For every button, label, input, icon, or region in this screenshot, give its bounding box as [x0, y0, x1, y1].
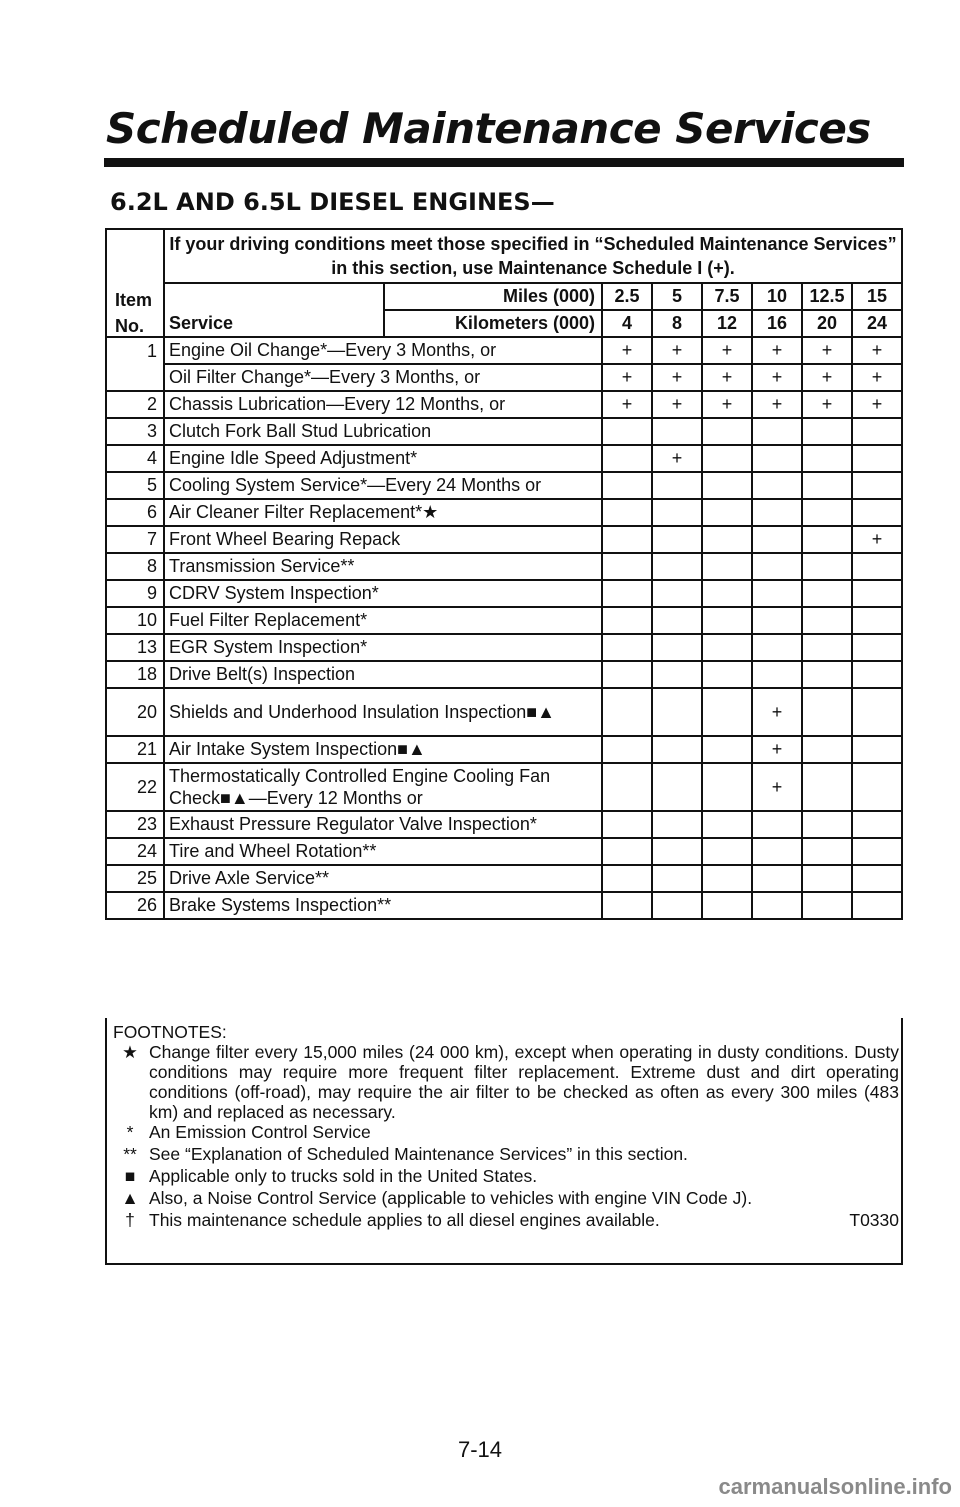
- interval-mark: [602, 763, 652, 811]
- interval-mark: [602, 688, 652, 736]
- interval-mark: [802, 634, 852, 661]
- star-icon: ★: [122, 1042, 138, 1062]
- interval-mark: [852, 553, 902, 580]
- item-number: 20: [106, 688, 164, 736]
- interval-mark: [702, 892, 752, 919]
- interval-mark: [752, 661, 802, 688]
- header-rule: [104, 158, 904, 167]
- service-name: Drive Belt(s) Inspection: [164, 661, 602, 688]
- square-icon: ■: [124, 1166, 136, 1186]
- interval-mark: [702, 688, 752, 736]
- footnote-text: An Emission Control Service: [149, 1122, 371, 1142]
- interval-mark: [852, 472, 902, 499]
- interval-mark: [602, 607, 652, 634]
- interval-mark: [652, 418, 702, 445]
- interval-mark: [802, 499, 852, 526]
- item-number: 3: [106, 418, 164, 445]
- interval-mark: +: [602, 391, 652, 418]
- interval-mark: [802, 865, 852, 892]
- item-number: 24: [106, 838, 164, 865]
- interval-mark: [652, 763, 702, 811]
- item-number: 1: [106, 337, 164, 364]
- item-number: 22: [106, 763, 164, 811]
- interval-mark: [602, 865, 652, 892]
- table-code: T0330: [849, 1210, 899, 1230]
- interval-mark: [652, 526, 702, 553]
- schedule-banner: If your driving conditions meet those specified in “Scheduled Maintenance Services” in this section, use Maintenance Schedule I (+).: [164, 229, 902, 283]
- interval-mark: [852, 661, 902, 688]
- service-name: Drive Axle Service**: [164, 865, 602, 892]
- interval-mark: [752, 445, 802, 472]
- interval-mark: [652, 472, 702, 499]
- interval-mark: [802, 811, 852, 838]
- interval-mark: [802, 418, 852, 445]
- service-name: Front Wheel Bearing Repack: [164, 526, 602, 553]
- interval-mark: [652, 892, 702, 919]
- service-name: Fuel Filter Replacement*: [164, 607, 602, 634]
- interval-mark: [802, 736, 852, 763]
- footnote-text: Change filter every 15,000 miles (24 000 km), except when operating in dusty conditions. Dusty conditions may require more frequent filter replacement. Extreme dust and dirt operating conditions (off-road), may require the air filter to be checked as often as every 300 miles (483 km) and replaced as necessary.: [149, 1042, 899, 1122]
- interval-mark: +: [702, 337, 752, 364]
- interval-mark: [652, 811, 702, 838]
- interval-mark: [602, 838, 652, 865]
- interval-mark: [602, 499, 652, 526]
- interval-mark: [752, 838, 802, 865]
- interval-mark: [752, 811, 802, 838]
- interval-mark: [852, 811, 902, 838]
- interval-mark: [602, 736, 652, 763]
- interval-mark: [702, 865, 752, 892]
- interval-mark: [752, 865, 802, 892]
- interval-mark: +: [852, 337, 902, 364]
- interval-mark: [802, 553, 852, 580]
- service-name: EGR System Inspection*: [164, 634, 602, 661]
- interval-mark: [702, 661, 752, 688]
- table-row: [106, 688, 902, 736]
- miles-header-row: [106, 283, 902, 310]
- interval-mark: [852, 499, 902, 526]
- item-header-bottom: No.: [106, 310, 164, 337]
- interval-mark: +: [752, 688, 802, 736]
- miles-value: 7.5: [702, 283, 752, 310]
- footnote-text: This maintenance schedule applies to all diesel engines available.: [149, 1210, 660, 1230]
- interval-mark: [602, 580, 652, 607]
- interval-mark: [702, 634, 752, 661]
- interval-mark: [852, 892, 902, 919]
- interval-mark: [852, 736, 902, 763]
- miles-value: 10: [752, 283, 802, 310]
- item-number: 6: [106, 499, 164, 526]
- item-number: 26: [106, 892, 164, 919]
- item-number: 18: [106, 661, 164, 688]
- interval-mark: [652, 607, 702, 634]
- table-row: [106, 418, 902, 445]
- interval-mark: [652, 688, 702, 736]
- interval-mark: [802, 688, 852, 736]
- interval-mark: [852, 688, 902, 736]
- service-name: Clutch Fork Ball Stud Lubrication: [164, 418, 602, 445]
- triangle-icon: ▲: [121, 1188, 139, 1208]
- miles-value: 2.5: [602, 283, 652, 310]
- interval-mark: [652, 736, 702, 763]
- interval-mark: [752, 553, 802, 580]
- interval-mark: [652, 865, 702, 892]
- km-header-row: [106, 310, 902, 337]
- footnotes-box: [105, 1018, 903, 1265]
- service-name: Engine Idle Speed Adjustment*: [164, 445, 602, 472]
- interval-mark: +: [852, 391, 902, 418]
- item-number: 8: [106, 553, 164, 580]
- table-row: [106, 838, 902, 865]
- footnote-double-asterisk: [119, 1144, 899, 1164]
- interval-mark: +: [702, 364, 752, 391]
- item-number: 21: [106, 736, 164, 763]
- miles-value: 5: [652, 283, 702, 310]
- km-value: 24: [852, 310, 902, 337]
- service-name: Tire and Wheel Rotation**: [164, 838, 602, 865]
- service-name: Air Cleaner Filter Replacement*★: [164, 499, 602, 526]
- item-number: [106, 364, 164, 391]
- item-header-top: Item: [106, 283, 164, 310]
- item-number: 7: [106, 526, 164, 553]
- page-header-title: Scheduled Maintenance Services: [106, 104, 871, 153]
- footnote-asterisk: [119, 1122, 899, 1142]
- km-value: 12: [702, 310, 752, 337]
- interval-mark: [802, 763, 852, 811]
- interval-mark: [602, 661, 652, 688]
- interval-mark: +: [652, 364, 702, 391]
- service-name: Engine Oil Change*—Every 3 Months, or: [164, 337, 602, 364]
- table-row: [106, 580, 902, 607]
- interval-mark: [852, 607, 902, 634]
- service-name: Transmission Service**: [164, 553, 602, 580]
- interval-mark: [652, 553, 702, 580]
- footnote-square: [119, 1166, 899, 1186]
- service-header: Service: [164, 310, 384, 337]
- miles-label: Miles (000): [384, 283, 602, 310]
- table-row: [106, 472, 902, 499]
- interval-mark: +: [602, 364, 652, 391]
- banner-row: [106, 229, 902, 283]
- interval-mark: [752, 418, 802, 445]
- service-name: Brake Systems Inspection**: [164, 892, 602, 919]
- table-row: [106, 634, 902, 661]
- item-number: 2: [106, 391, 164, 418]
- watermark: carmanualsonline.info: [718, 1474, 952, 1499]
- interval-mark: [702, 811, 752, 838]
- service-name: Oil Filter Change*—Every 3 Months, or: [164, 364, 602, 391]
- table-row: [106, 499, 902, 526]
- item-number: 5: [106, 472, 164, 499]
- interval-mark: [702, 472, 752, 499]
- interval-mark: [802, 661, 852, 688]
- interval-mark: +: [852, 364, 902, 391]
- interval-mark: +: [702, 391, 752, 418]
- footnote-star: [119, 1042, 899, 1122]
- interval-mark: +: [652, 337, 702, 364]
- asterisk-icon: *: [126, 1122, 134, 1142]
- miles-value: 12.5: [802, 283, 852, 310]
- interval-mark: [852, 865, 902, 892]
- interval-mark: [652, 838, 702, 865]
- interval-mark: [752, 526, 802, 553]
- interval-mark: +: [752, 736, 802, 763]
- service-name: Chassis Lubrication—Every 12 Months, or: [164, 391, 602, 418]
- km-label: Kilometers (000): [384, 310, 602, 337]
- interval-mark: +: [852, 526, 902, 553]
- interval-mark: +: [802, 364, 852, 391]
- table-row: [106, 607, 902, 634]
- item-number: 23: [106, 811, 164, 838]
- interval-mark: [852, 418, 902, 445]
- service-name: Thermostatically Controlled Engine Cooling Fan Check■▲—Every 12 Months or: [164, 763, 602, 811]
- interval-mark: [802, 838, 852, 865]
- interval-mark: [852, 838, 902, 865]
- interval-mark: [602, 445, 652, 472]
- item-number: 10: [106, 607, 164, 634]
- interval-mark: [652, 661, 702, 688]
- table-row: [106, 865, 902, 892]
- interval-mark: +: [752, 391, 802, 418]
- km-value: 20: [802, 310, 852, 337]
- table-row: [106, 337, 902, 364]
- interval-mark: [802, 472, 852, 499]
- table-row: [106, 811, 902, 838]
- interval-mark: +: [752, 364, 802, 391]
- interval-mark: [852, 580, 902, 607]
- interval-mark: [602, 892, 652, 919]
- interval-mark: +: [652, 391, 702, 418]
- service-name: Shields and Underhood Insulation Inspection■▲: [164, 688, 602, 736]
- table-row: [106, 661, 902, 688]
- interval-mark: +: [652, 445, 702, 472]
- footnote-text: Also, a Noise Control Service (applicable to vehicles with engine VIN Code J).: [149, 1188, 753, 1208]
- item-corner-cell: [106, 229, 164, 283]
- item-number: 4: [106, 445, 164, 472]
- interval-mark: [702, 736, 752, 763]
- interval-mark: [802, 445, 852, 472]
- interval-mark: [602, 526, 652, 553]
- service-name: Cooling System Service*—Every 24 Months or: [164, 472, 602, 499]
- interval-mark: [702, 499, 752, 526]
- footnote-text: See “Explanation of Scheduled Maintenance Services” in this section.: [149, 1144, 688, 1164]
- page-number: 7-14: [457, 1437, 503, 1462]
- interval-mark: [602, 472, 652, 499]
- table-row: [106, 445, 902, 472]
- interval-mark: [852, 445, 902, 472]
- interval-mark: [602, 418, 652, 445]
- interval-mark: [702, 838, 752, 865]
- item-number: 25: [106, 865, 164, 892]
- footnote-triangle: [119, 1188, 899, 1208]
- footnote-dagger: [119, 1210, 899, 1230]
- km-value: 8: [652, 310, 702, 337]
- service-header-spacer: [164, 283, 384, 310]
- service-name: Exhaust Pressure Regulator Valve Inspection*: [164, 811, 602, 838]
- interval-mark: [752, 499, 802, 526]
- interval-mark: [802, 526, 852, 553]
- interval-mark: +: [752, 763, 802, 811]
- item-number: 13: [106, 634, 164, 661]
- interval-mark: [752, 472, 802, 499]
- footnote-text: Applicable only to trucks sold in the United States.: [149, 1166, 538, 1186]
- interval-mark: [802, 607, 852, 634]
- interval-mark: [802, 892, 852, 919]
- table-row: [106, 364, 902, 391]
- interval-mark: [602, 553, 652, 580]
- interval-mark: [802, 580, 852, 607]
- interval-mark: [702, 607, 752, 634]
- maintenance-schedule-table: [105, 228, 903, 920]
- table-row: [106, 391, 902, 418]
- table-row: [106, 553, 902, 580]
- interval-mark: [752, 892, 802, 919]
- interval-mark: [752, 580, 802, 607]
- interval-mark: [652, 580, 702, 607]
- service-name: Air Intake System Inspection■▲: [164, 736, 602, 763]
- interval-mark: [652, 634, 702, 661]
- table-row: [106, 763, 902, 811]
- service-name: CDRV System Inspection*: [164, 580, 602, 607]
- interval-mark: +: [602, 337, 652, 364]
- interval-mark: [602, 811, 652, 838]
- interval-mark: +: [802, 391, 852, 418]
- interval-mark: [752, 634, 802, 661]
- schedule-table-body: [106, 229, 902, 919]
- interval-mark: [602, 634, 652, 661]
- table-row: [106, 526, 902, 553]
- interval-mark: [752, 607, 802, 634]
- interval-mark: [852, 634, 902, 661]
- double-asterisk-icon: **: [123, 1144, 137, 1164]
- km-value: 4: [602, 310, 652, 337]
- table-row: [106, 892, 902, 919]
- table-row: [106, 736, 902, 763]
- footnotes-label: FOOTNOTES:: [113, 1022, 227, 1042]
- miles-value: 15: [852, 283, 902, 310]
- interval-mark: [652, 499, 702, 526]
- interval-mark: [702, 763, 752, 811]
- interval-mark: [702, 580, 752, 607]
- interval-mark: [702, 445, 752, 472]
- interval-mark: [702, 553, 752, 580]
- interval-mark: [702, 526, 752, 553]
- section-subtitle: 6.2L AND 6.5L DIESEL ENGINES—: [110, 188, 555, 216]
- interval-mark: +: [802, 337, 852, 364]
- item-number: 9: [106, 580, 164, 607]
- interval-mark: [852, 763, 902, 811]
- interval-mark: [702, 418, 752, 445]
- interval-mark: +: [752, 337, 802, 364]
- km-value: 16: [752, 310, 802, 337]
- dagger-icon: †: [125, 1210, 135, 1230]
